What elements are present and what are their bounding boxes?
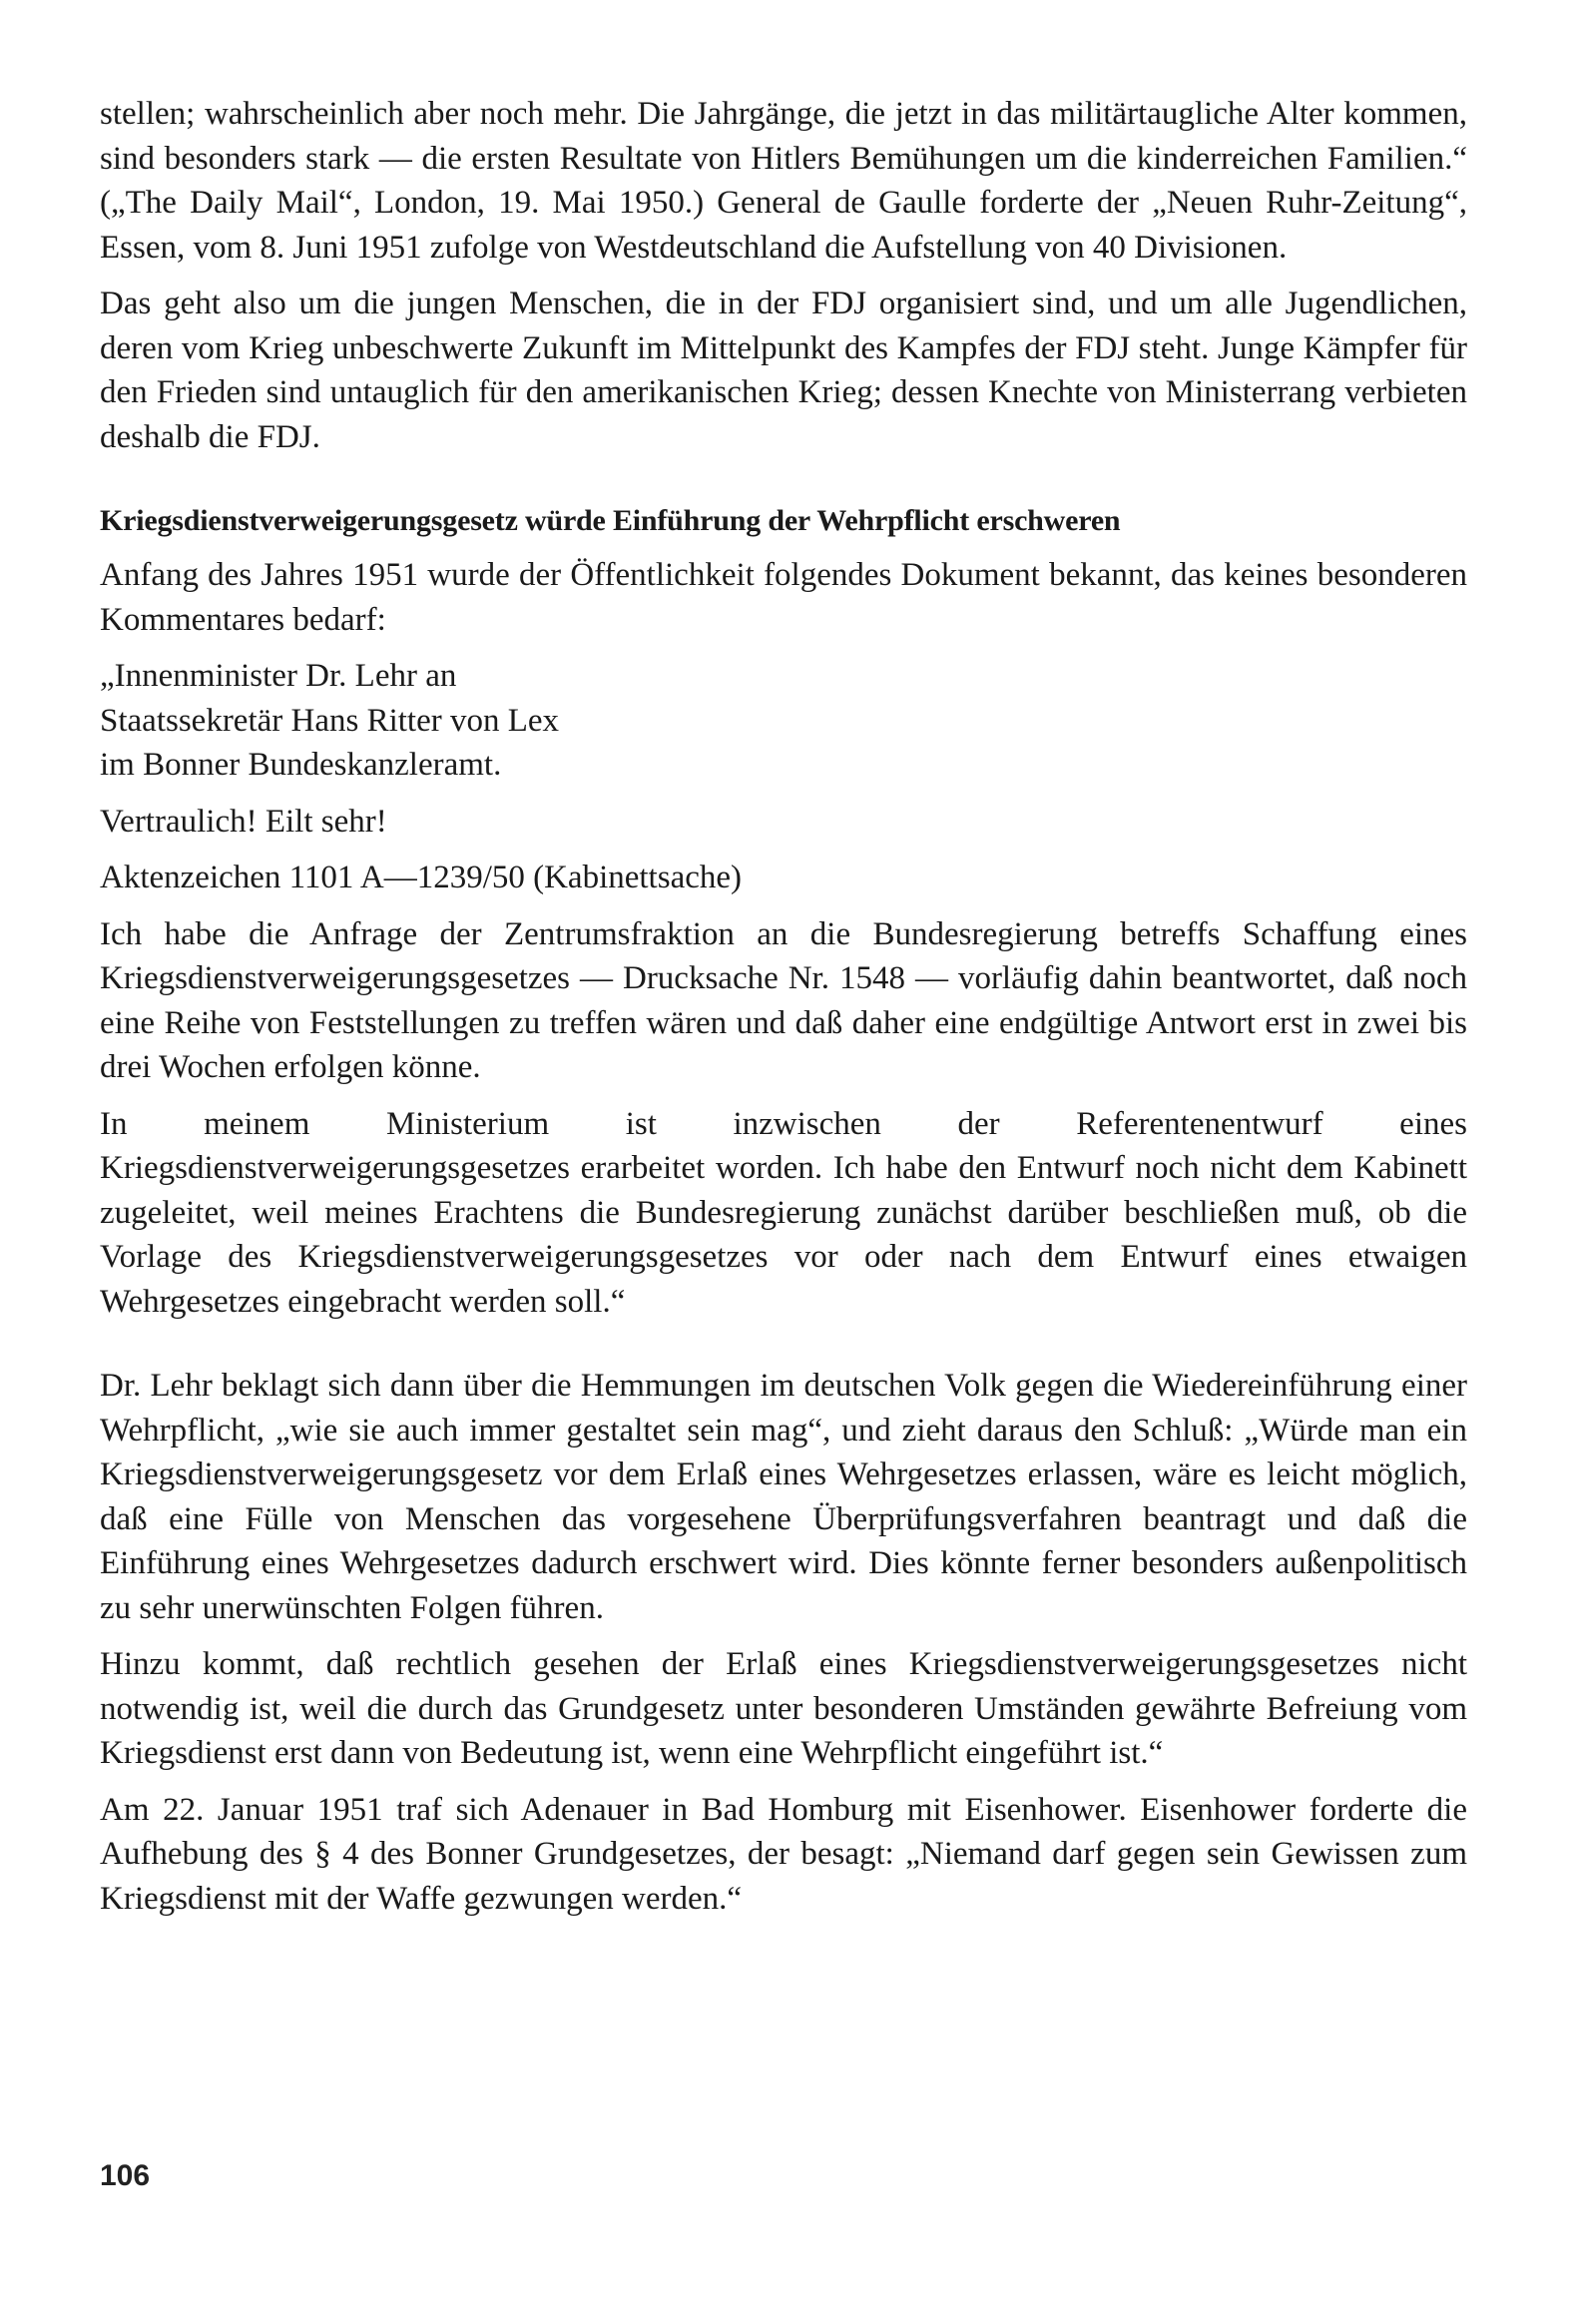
urgent-note: Vertraulich! Eilt sehr! xyxy=(100,803,387,840)
address-line: Staatssekretär Hans Ritter von Lex xyxy=(100,702,560,739)
letter-address xyxy=(100,654,1467,788)
body-paragraph: Dr. Lehr beklagt sich dann über die Hemmungen im deutschen Volk gegen die Wiedereinführung einer Wehrpflicht, „wie sie auch immer gestaltet sein mag“, und zieht daraus den Schluß: „Würde man ein Kriegsdienstverweigerungsgesetz vor dem Erlaß eines Wehrgesetzes erlassen, wäre es leicht möglich, daß eine Fülle von Menschen das vorgesehene Überprüfungsverfahren beantragt und daß die Einführung eines Wehrgesetzes dadurch erschwert wird. Dies könnte ferner besonders außenpolitisch zu sehr unerwünschten Folgen führen. xyxy=(100,1368,1467,1626)
reference-number: Aktenzeichen 1101 A—1239/50 (Kabinettsache) xyxy=(100,860,743,895)
address-line: im Bonner Bundeskanzleramt. xyxy=(100,747,502,783)
document-page xyxy=(100,92,1467,1933)
section-heading: Kriegsdienstverweigerungsgesetz würde Einführung der Wehrpflicht erschweren xyxy=(100,504,1121,537)
address-line: „Innenminister Dr. Lehr an xyxy=(100,658,457,694)
intro-paragraph: Anfang des Jahres 1951 wurde der Öffentlichkeit folgendes Dokument bekannt, das keines besonderen Kommentares bedarf: xyxy=(100,557,1467,638)
letter-paragraph: Ich habe die Anfrage der Zentrumsfraktion an die Bundesregierung betreffs Schaffung eines Kriegsdienstverweigerungsgesetzes — Drucksache Nr. 1548 — vorläufig dahin beantwortet, daß noch eine Reihe von Feststellungen zu treffen wären und daß daher eine endgültige Antwort erst in zwei bis drei Wochen erfolgen könne. xyxy=(100,915,1467,1085)
body-paragraph: Am 22. Januar 1951 traf sich Adenauer in Bad Homburg mit Eisenhower. Eisenhower forderte die Aufhebung des § 4 des Bonner Grundgesetzes, der besagt: „Niemand darf gegen sein Gewissen zum Kriegsdienst mit der Waffe gezwungen werden.“ xyxy=(100,1791,1467,1917)
body-paragraph: stellen; wahrscheinlich aber noch mehr. Die Jahrgänge, die jetzt in das militärtaugliche Alter kommen, sind besonders stark — die ersten Resultate von Hitlers Bemühungen um die kinderreichen Familien.“ („The Daily Mail“, London, 19. Mai 1950.) General de Gaulle forderte der „Neuen Ruhr-Zeitung“, Essen, vom 8. Juni 1951 zufolge von Westdeutschland die Aufstellung von 40 Divisionen. xyxy=(100,96,1467,266)
body-paragraph: Das geht also um die jungen Menschen, die in der FDJ organisiert sind, und um alle Jugendlichen, deren vom Krieg unbeschwerte Zukunft im Mittelpunkt des Kampfes der FDJ steht. Junge Kämpfer für den Frieden sind untauglich für den amerikanischen Krieg; dessen Knechte von Ministerrang verbieten deshalb die FDJ. xyxy=(100,286,1467,455)
page-number: 106 xyxy=(100,2159,151,2192)
letter-paragraph: In meinem Ministerium ist inzwischen der Referentenentwurf eines Kriegsdienstverweigerungsgesetzes erarbeitet worden. Ich habe den Entwurf noch nicht dem Kabinett zugeleitet, weil meines Erachtens die Bundesregierung zunächst darüber beschließen muß, ob die Vorlage des Kriegsdienstverweigerungsgesetzes vor oder nach dem Entwurf eines etwaigen Wehrgesetzes eingebracht werden soll.“ xyxy=(100,1105,1467,1320)
body-paragraph: Hinzu kommt, daß rechtlich gesehen der Erlaß eines Kriegsdienstverweigerungsgesetzes nicht notwendig ist, weil die durch das Grundgesetz unter besonderen Umständen gewährte Befreiung vom Kriegsdienst erst dann von Bedeutung ist, wenn eine Wehrpflicht eingeführt ist.“ xyxy=(100,1646,1467,1771)
